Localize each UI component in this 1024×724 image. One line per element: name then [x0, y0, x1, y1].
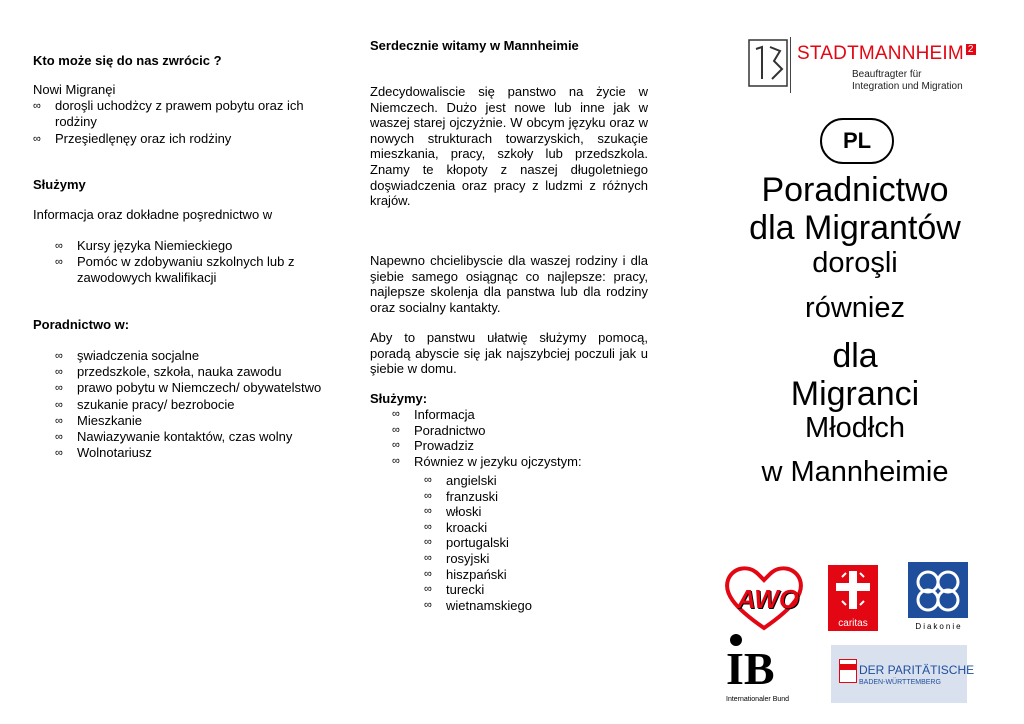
counseling-list: [55, 348, 325, 461]
city-logo-text: [797, 43, 976, 65]
intro-label: Nowi Migranęi: [33, 82, 116, 97]
list-item: ∞ wietnamskiego: [424, 598, 624, 614]
title-line-6: Migranci: [790, 375, 920, 413]
list-item: ∞ włoski: [424, 504, 624, 520]
paritaet-mark: [839, 659, 857, 683]
welcome-paragraph-1: Zdecydowaliscie się panstwo na życie w Niemczech. Dużo jest nowe lub inne jak w waszej starej ojczyżnie. W obcym języku oraz w nowych strukturach towarzyskich, szukaçie mieszkania, pracy, szkoły lub przedszkola. Znamy te kłopoty z naszej długoletniego doşwiadczenia oraz pracy z ludzmi z różnych krajów.: [370, 84, 648, 209]
city-sup: 2: [967, 43, 974, 55]
language-list: [424, 473, 624, 613]
welcome-paragraph-2: Napewno chcielibyscie dla waszej rodziny i dla şiebie samego osiągnąc co najlepsze: pracy, najlepsze skolenja dla panstwa lub dla rodziny oraz socialny kantakty.: [370, 253, 648, 315]
list-item: ∞ prawo pobytu w Niemczech/ obywatelstwo: [55, 380, 325, 396]
ib-text: IB: [726, 643, 775, 694]
city-crest-icon: [748, 39, 788, 89]
diakonie-cross-icon: [908, 562, 968, 618]
list-item: ∞ Mieszkanie: [55, 413, 325, 429]
paritaet-text: DER PARITÄTISCHE: [859, 663, 975, 677]
list-item: ∞ przedszkole, szkoła, nauka zawodu: [55, 364, 325, 380]
list-item: ∞ szukanie pracy/ bezrobocie: [55, 397, 325, 413]
list-item: ∞ rosyjski: [424, 551, 624, 567]
title-line-7: Młodłch: [805, 412, 905, 444]
list-item: ∞ Informacja: [392, 407, 648, 423]
ib-subtitle: Internationaler Bund: [726, 696, 790, 703]
city-name: STADTMANNHEIM: [797, 43, 964, 64]
list-item: ∞ Wolnotariusz: [55, 445, 325, 461]
welcome-heading: Serdecznie witamy w Mannheimie: [370, 38, 579, 53]
diakonie-mark: [908, 562, 968, 618]
diakonie-logo: [908, 562, 970, 634]
paritaet-subtitle: BADEN-WÜRTTEMBERG: [859, 679, 941, 686]
caritas-cross-icon: [828, 565, 878, 615]
list-item: ∞ Poradnictwo: [392, 423, 648, 439]
language-badge: PL: [820, 118, 894, 164]
city-logo: [742, 33, 982, 95]
list-item: ∞ Pomóc w zdobywaniu szkolnych lub z zawodowych kwalifikacji: [55, 254, 325, 286]
awo-logo: [722, 562, 806, 634]
list-item: ∞ doroşli uchodżcy z prawem pobytu oraz ich rodżiny: [33, 98, 323, 130]
list-item: ∞ kroacki: [424, 520, 624, 536]
paritaet-logo: [831, 645, 975, 703]
title-line-5: dla: [832, 337, 878, 375]
list-item: ∞ hiszpański: [424, 567, 624, 583]
list-item: ∞ şwiadczenia socjalne: [55, 348, 325, 364]
list-item: ∞ portugalski: [424, 535, 624, 551]
list-item: ∞ Prowadziz: [392, 438, 648, 454]
title-line-1: Poradnictwo: [761, 171, 949, 209]
title-line-8: w Mannheimie: [761, 456, 949, 488]
who-heading: Kto może się do nas zwrócic ?: [33, 53, 222, 68]
list-item: ∞ Równiez w jezyku ojczystym:: [392, 454, 648, 470]
services-heading-2: Służymy:: [370, 391, 428, 406]
target-group-list: [33, 98, 323, 147]
service-list: [392, 407, 648, 469]
list-item: ∞ franzuski: [424, 489, 624, 505]
diakonie-text: Diakonie: [915, 622, 963, 631]
city-subtitle: [852, 69, 963, 93]
list-item: ∞ angielski: [424, 473, 624, 489]
caritas-logo: [828, 565, 878, 631]
info-text: Informacja oraz dokładne poşrednictwo w: [33, 207, 273, 222]
right-column: [700, 0, 1020, 724]
awo-text: AWO: [736, 584, 800, 614]
list-item: ∞ Nawiazywanie kontaktów, czas wolny: [55, 429, 325, 445]
title-line-2: dla Migrantów: [749, 209, 961, 247]
list-item: ∞ Przeşiedlęnęy oraz ich rodżiny: [33, 131, 323, 147]
welcome-paragraph-3: Aby to panstwu ułatwię służymy pomocą, poradą abyscie się jak najszybciej poczuli jak u şiebie w domu.: [370, 330, 648, 377]
counseling-heading: Poradnictwo w:: [33, 317, 130, 332]
services-heading: Służymy: [33, 177, 86, 192]
title-line-3: doroşli: [812, 247, 898, 279]
city-subtitle-1: Beauftragter für: [852, 69, 922, 80]
title-line-4: równiez: [805, 292, 905, 324]
logo-divider: [790, 37, 791, 93]
city-subtitle-2: Integration und Migration: [852, 81, 963, 92]
list-item: ∞ turecki: [424, 582, 624, 598]
ib-logo: [726, 634, 796, 706]
course-list: [55, 238, 325, 287]
paritaet-stripe: [840, 664, 856, 670]
intro-text: [33, 82, 323, 147]
caritas-text: caritas: [838, 618, 868, 629]
list-item: ∞ Kursy języka Niemieckiego: [55, 238, 325, 254]
